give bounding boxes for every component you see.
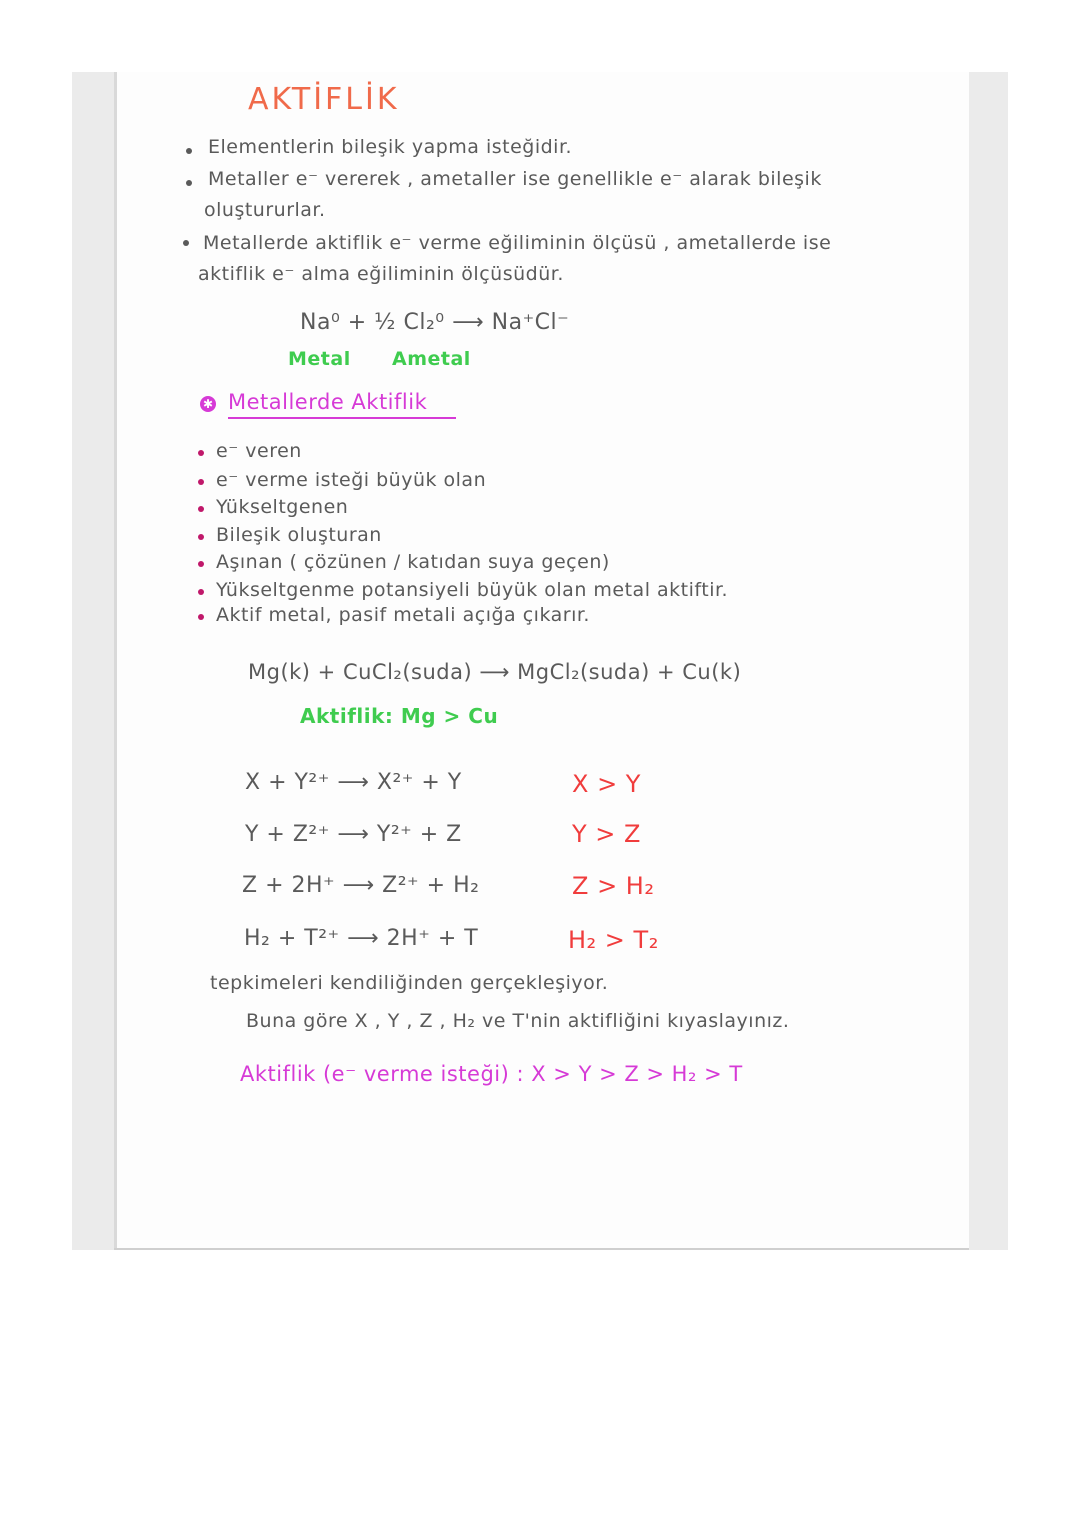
bullet-icon (198, 561, 204, 567)
bullet-icon (198, 534, 204, 540)
reaction-2: Y + Z²⁺ ⟶ Y²⁺ + Z (245, 822, 462, 847)
mg-result: Aktiflik: Mg > Cu (300, 704, 499, 728)
reaction-1: X + Y²⁺ ⟶ X²⁺ + Y (245, 770, 462, 795)
question-line-2: Buna göre X , Y , Z , H₂ ve T'nin aktifliğini kıyaslayınız. (246, 1010, 790, 1032)
section-item-4: Bileşik oluşturan (216, 524, 382, 546)
intro-line-2b: oluştururlar. (204, 199, 326, 221)
section-heading: Metallerde Aktiflik (228, 390, 428, 414)
section-item-5: Aşınan ( çözünen / katıdan suya geçen) (216, 551, 610, 573)
section-item-7: Aktif metal, pasif metali açığa çıkarır. (216, 604, 590, 626)
mg-equation: Mg(k) + CuCl₂(suda) ⟶ MgCl₂(suda) + Cu(k) (248, 660, 742, 684)
bullet-icon (198, 506, 204, 512)
bullet-icon (186, 180, 192, 186)
asterisk-icon: ✱ (200, 396, 216, 412)
section-item-3: Yükseltgenen (216, 496, 349, 518)
section-item-6: Yükseltgenme potansiyeli büyük olan metal aktiftir. (216, 579, 729, 601)
question-line-1: tepkimeleri kendiliğinden gerçekleşiyor. (210, 972, 609, 994)
intro-line-3a: Metallerde aktiflik e⁻ verme eğiliminin ölçüsü , ametallerde ise (203, 232, 832, 254)
bullet-icon (198, 589, 204, 595)
bullet-icon (198, 450, 204, 456)
answer-line: Aktiflik (e⁻ verme isteği) : X > Y > Z > H₂ > T (240, 1062, 743, 1086)
intro-line-1: Elementlerin bileşik yapma isteğidir. (208, 136, 573, 158)
reaction-2-result: Y > Z (572, 820, 641, 848)
bullet-icon (198, 614, 204, 620)
page-title: AKTİFLİK (248, 82, 400, 117)
reaction-4: H₂ + T²⁺ ⟶ 2H⁺ + T (244, 926, 479, 951)
metal-label: Metal (288, 348, 351, 370)
nacl-equation: Na⁰ + ½ Cl₂⁰ ⟶ Na⁺Cl⁻ (300, 310, 570, 335)
reaction-3: Z + 2H⁺ ⟶ Z²⁺ + H₂ (242, 873, 480, 898)
ametal-label: Ametal (392, 348, 471, 370)
section-item-1: e⁻ veren (216, 440, 302, 462)
reaction-4-result: H₂ > T₂ (568, 926, 659, 954)
section-item-2: e⁻ verme isteği büyük olan (216, 469, 487, 491)
bullet-icon (186, 148, 192, 154)
heading-underline (228, 417, 456, 419)
reaction-3-result: Z > H₂ (572, 872, 655, 900)
intro-line-3b: aktiflik e⁻ alma eğiliminin ölçüsüdür. (198, 263, 564, 285)
bullet-icon (198, 479, 204, 485)
reaction-1-result: X > Y (572, 770, 641, 798)
bullet-icon (183, 240, 189, 246)
intro-line-2a: Metaller e⁻ vererek , ametaller ise genellikle e⁻ alarak bileşik (208, 168, 822, 190)
